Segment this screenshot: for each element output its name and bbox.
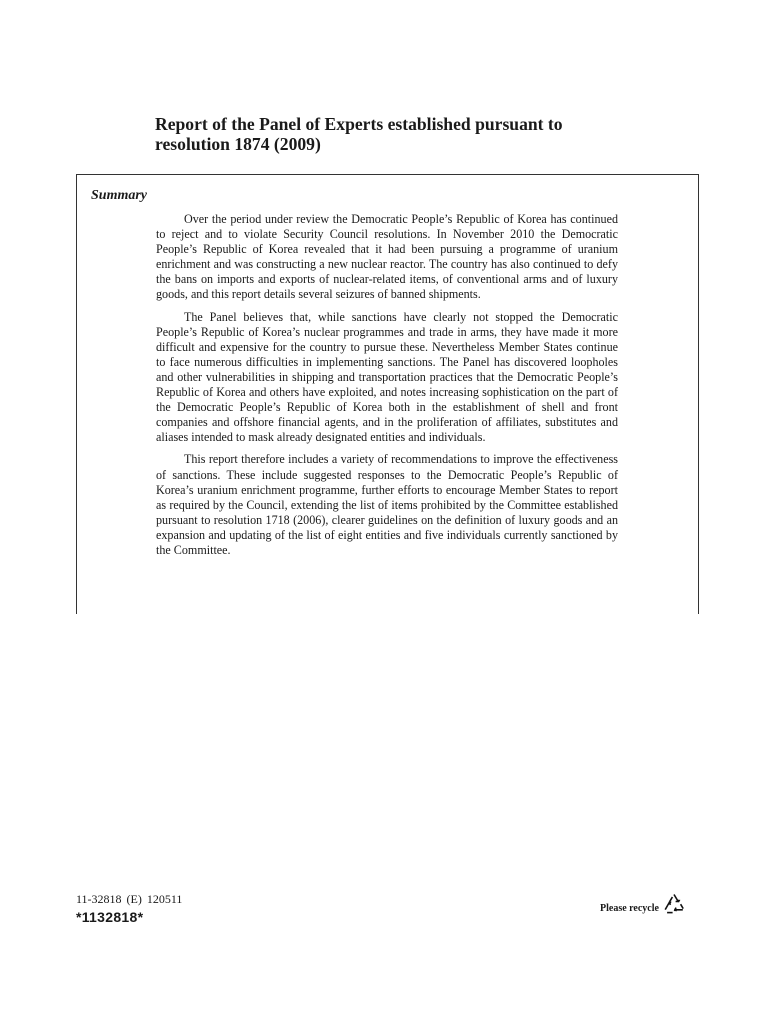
summary-box: [76, 174, 699, 614]
recycle-icon: [662, 892, 686, 916]
summary-body: [156, 212, 618, 565]
barcode-text: *1132818*: [76, 909, 144, 925]
recycle-label: Please recycle: [600, 902, 659, 914]
summary-paragraph-1: Over the period under review the Democratic People’s Republic of Korea has continued to reject and to violate Security Council resolutions. In November 2010 the Democratic People’s Republic of Korea revealed that it had been pursuing a programme of uranium enrichment and was constructing a new nuclear reactor. The country has also continued to defy the bans on imports and exports of nuclear-related items, of conventional arms and of luxury goods, and this report details several seizures of banned shipments.: [156, 212, 618, 302]
document-number: 11-32818 (E) 120511: [76, 892, 183, 906]
summary-paragraph-3: This report therefore includes a variety of recommendations to improve the effectiveness of sanctions. These include suggested responses to the Democratic People’s Republic of Korea’s uranium enrichment programme, further efforts to encourage Member States to report as required by the Council, extending the list of items prohibited by the Committee established pursuant to resolution 1718 (2006), clearer guidelines on the definition of luxury goods and an expansion and updating of the list of eight entities and five individuals currently sanctioned by the Committee.: [156, 452, 618, 557]
recycle-notice: [600, 892, 686, 916]
summary-paragraph-2: The Panel believes that, while sanctions have clearly not stopped the Democratic People’s Republic of Korea’s nuclear programmes and trade in arms, they have made it more difficult and expensive for the country to pursue these. Nevertheless Member States continue to face numerous difficulties in implementing sanctions. The Panel has discovered loopholes and other vulnerabilities in shipping and transportation practices that the Democratic People’s Republic of Korea and others have exploited, and notes increasing sophistication on the part of the Democratic People’s Republic of Korea both in the establishment of shell and front companies and offshore financial agents, and in the proliferation of affiliates, substitutes and aliases intended to mask already designated entities and individuals.: [156, 309, 618, 445]
summary-heading: Summary: [91, 188, 148, 203]
report-title: Report of the Panel of Experts established pursuant to resolution 1874 (2009): [155, 114, 563, 154]
